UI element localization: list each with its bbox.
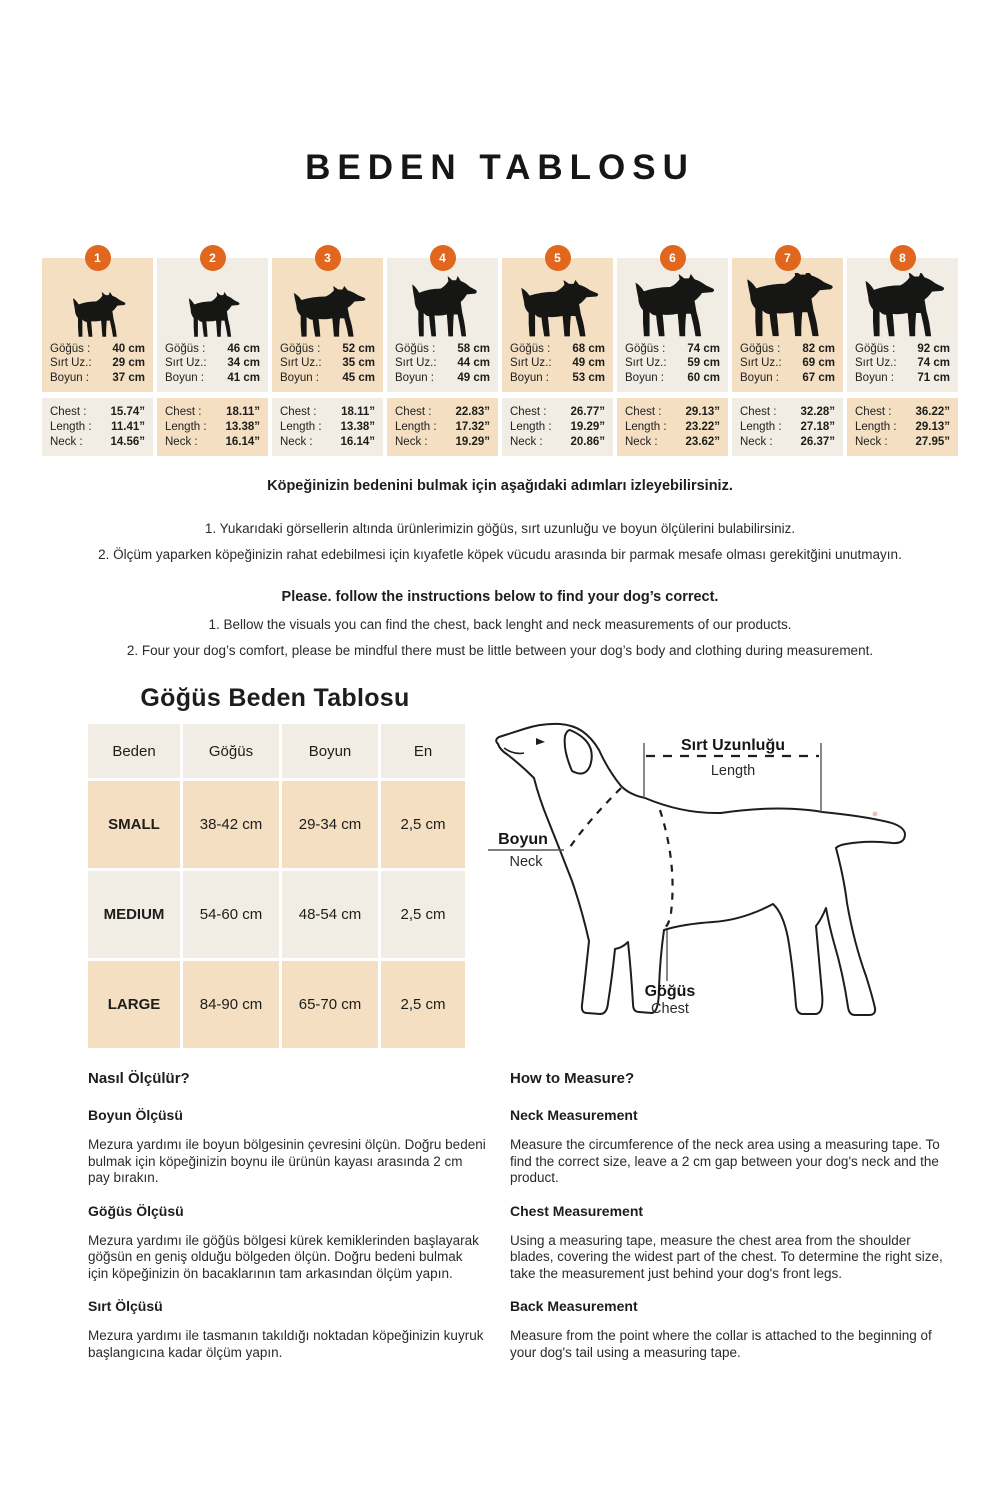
howto-subheading: Neck Measurement: [510, 1107, 638, 1123]
inch-row: Chest : 29.13”: [625, 406, 720, 418]
size-number-badge: [430, 245, 456, 271]
size-number: 7: [784, 251, 791, 265]
cm-row: Göğüs : 74 cm: [625, 342, 720, 355]
cm-row: Göğüs : 52 cm: [280, 342, 375, 355]
cm-row: Boyun : 37 cm: [50, 371, 145, 384]
size-number: 6: [669, 251, 676, 265]
chest-table-header: [88, 724, 462, 778]
neck-range-cell: 48-54 cm: [282, 871, 378, 958]
inch-row: Chest : 22.83”: [395, 406, 490, 418]
inch-row: Chest : 26.77”: [510, 406, 605, 418]
howto-section-tr: [88, 1070, 486, 1361]
dog-zone: [847, 273, 958, 338]
dog-zone: [157, 273, 268, 338]
size-card-inch-panel: [42, 398, 153, 456]
size-number-badge: [545, 245, 571, 271]
size-card: [42, 251, 153, 456]
inch-row: Chest : 32.28”: [740, 406, 835, 418]
inch-row: Chest : 18.11”: [165, 406, 260, 418]
inch-row: Neck : 20.86”: [510, 436, 605, 448]
size-name-cell: MEDIUM: [88, 871, 180, 958]
size-card-cm-panel: [732, 251, 843, 392]
howto-body: Measure from the point where the collar is attached to the beginning of your dog's tail using a measuring tape.: [510, 1328, 932, 1360]
table-row: [88, 871, 462, 958]
howto-body: Mezura yardımı ile boyun bölgesinin çevresini ölçün. Doğru bedeni bulmak için köpeğinizin boynu ile ürünün kayası arasında 2 cm pay bırakın.: [88, 1137, 486, 1185]
instructions-heading-tr: Köpeğinizin bedenini bulmak için aşağıdaki adımları izleyebilirsiniz.: [267, 478, 733, 494]
inch-row: Neck : 27.95”: [855, 436, 950, 448]
column-header: En: [381, 724, 465, 778]
size-number-badge: [660, 245, 686, 271]
column-header: Beden: [88, 724, 180, 778]
inch-row: Length : 17.32”: [395, 421, 490, 433]
instruction-item-tr: 2. Ölçüm yaparken köpeğinizin rahat edebilmesi için kıyafetle köpek vücudu arasında bir parmak mesafe olması gerekitğini unutmayın.: [98, 547, 902, 562]
inch-row: Neck : 16.14”: [280, 436, 375, 448]
instruction-item-tr: 1. Yukarıdaki görsellerin altında ürünlerimizin göğüs, sırt uzunluğu ve boyun ölçülerini bulabilirsiniz.: [204, 521, 796, 536]
size-card: [157, 251, 268, 456]
howto-subheading: Chest Measurement: [510, 1202, 644, 1219]
dog-zone: [42, 273, 153, 338]
size-card-inch-panel: [157, 398, 268, 456]
inch-row: Neck : 14.56”: [50, 436, 145, 448]
size-card-cm-panel: [42, 251, 153, 392]
width-cell: 2,5 cm: [381, 871, 465, 958]
size-number: 4: [439, 251, 446, 265]
dog-silhouette-icon: [184, 292, 242, 338]
column-header: Göğüs: [183, 724, 279, 778]
howto-subheading: Göğüs Ölçüsü: [88, 1202, 184, 1219]
chest-range-cell: 38-42 cm: [183, 781, 279, 868]
howto-heading-en: How to Measure?: [510, 1070, 635, 1087]
cm-row: Sırt Uz.: 49 cm: [510, 357, 605, 369]
dog-silhouette-icon: [287, 286, 369, 338]
cm-row: Sırt Uz.: 44 cm: [395, 357, 490, 369]
cm-row: Göğüs : 46 cm: [165, 342, 260, 355]
size-number-badge: [200, 245, 226, 271]
size-number-badge: [315, 245, 341, 271]
cm-row: Sırt Uz.: 59 cm: [625, 357, 720, 369]
inch-row: Neck : 16.14”: [165, 436, 260, 448]
size-card-cm-panel: [502, 251, 613, 392]
cm-measurements: [387, 338, 498, 393]
cm-row: Göğüs : 58 cm: [395, 342, 490, 355]
inch-row: Length : 11.41”: [50, 421, 145, 433]
cm-row: Boyun : 41 cm: [165, 371, 260, 384]
cm-measurements: [42, 338, 153, 393]
size-card-inch-panel: [272, 398, 383, 456]
size-number: 8: [899, 251, 906, 265]
howto-body: Mezura yardımı ile göğüs bölgesi kürek kemiklerinden başlayarak göğsün en geniş olduğu bölgeden ölçün. Doğru bedeni bulmak için köpeğinizin ön bacaklarının tam arkasından ölçüm yapın.: [88, 1232, 479, 1281]
howto-subheading: Boyun Ölçüsü: [88, 1107, 183, 1123]
size-card-cm-panel: [617, 251, 728, 392]
column-header: Boyun: [282, 724, 378, 778]
dog-outline: [496, 724, 905, 1015]
chest-label-tr: Göğüs: [644, 983, 696, 1000]
table-row: [88, 781, 462, 868]
inch-row: Length : 13.38”: [280, 421, 375, 433]
neck-range-cell: 29-34 cm: [282, 781, 378, 868]
instructions-heading-en: Please. follow the instructions below to find your dog’s correct.: [281, 589, 719, 605]
howto-body: Using a measuring tape, measure the chest area from the shoulder blades, covering the widest part of the chest. To determine the right size, take the measurement just behind your dog's front legs.: [510, 1232, 943, 1281]
back-label-en: Length: [710, 763, 756, 779]
back-label-tr: Sırt Uzunluğu: [681, 737, 785, 754]
size-number-badge: [775, 245, 801, 271]
size-card: [502, 251, 613, 456]
size-number-badge: [85, 245, 111, 271]
dog-measurement-illustration: [478, 698, 940, 1050]
cm-row: Göğüs : 92 cm: [855, 342, 950, 355]
cm-row: Göğüs : 68 cm: [510, 342, 605, 355]
size-number: 3: [324, 251, 331, 265]
neck-range-cell: 65-70 cm: [282, 961, 378, 1048]
size-name-cell: SMALL: [88, 781, 180, 868]
dog-silhouette-icon: [514, 280, 602, 338]
size-number: 5: [554, 251, 561, 265]
size-card: [847, 251, 958, 456]
page-title: BEDEN TABLOSU: [305, 148, 695, 187]
inch-row: Length : 27.18”: [740, 421, 835, 433]
cm-row: Boyun : 49 cm: [395, 371, 490, 384]
instruction-item-en: 2. Four your dog’s comfort, please be mindful there must be little between your dog’s body and clothing during measurement.: [126, 643, 874, 658]
dog-zone: [732, 273, 843, 338]
dog-silhouette-icon: [739, 273, 837, 338]
cm-measurements: [272, 338, 383, 393]
chest-range-cell: 54-60 cm: [183, 871, 279, 958]
size-card-cm-panel: [387, 251, 498, 392]
cm-row: Sırt Uz.: 29 cm: [50, 357, 145, 369]
cm-row: Göğüs : 40 cm: [50, 342, 145, 355]
inch-row: Length : 29.13”: [855, 421, 950, 433]
dog-zone: [617, 273, 728, 338]
dog-zone: [387, 273, 498, 338]
cm-row: Boyun : 53 cm: [510, 371, 605, 384]
size-card-cm-panel: [847, 251, 958, 392]
cm-row: Sırt Uz.: 74 cm: [855, 357, 950, 369]
size-card-cm-panel: [157, 251, 268, 392]
size-card: [732, 251, 843, 456]
neck-label-tr: Boyun: [498, 831, 548, 848]
cm-measurements: [732, 338, 843, 393]
size-card-inch-panel: [732, 398, 843, 456]
chest-label-en: Chest: [651, 1001, 689, 1017]
inch-row: Length : 23.22”: [625, 421, 720, 433]
size-card-inch-panel: [502, 398, 613, 456]
size-number: 2: [209, 251, 216, 265]
howto-body: Mezura yardımı ile tasmanın takıldığı noktadan köpeğinizin kuyruk başlangıcına kadar ölçüm yapın.: [88, 1328, 484, 1360]
size-card: [272, 251, 383, 456]
size-card-inch-panel: [847, 398, 958, 456]
inch-row: Length : 13.38”: [165, 421, 260, 433]
inch-row: Neck : 23.62”: [625, 436, 720, 448]
inch-row: Chest : 18.11”: [280, 406, 375, 418]
inch-row: Length : 19.29”: [510, 421, 605, 433]
pink-dot: [873, 812, 878, 817]
cm-row: Boyun : 45 cm: [280, 371, 375, 384]
howto-subheading: Back Measurement: [510, 1298, 638, 1314]
neck-label-en: Neck: [509, 854, 543, 870]
howto-body: Measure the circumference of the neck area using a measuring tape. To find the correct size, leave a 2 cm gap between your dog's neck and the product.: [510, 1137, 940, 1185]
instruction-item-en: 1. Bellow the visuals you can find the chest, back lenght and neck measurements of our products.: [208, 617, 792, 632]
cm-measurements: [617, 338, 728, 393]
cm-measurements: [847, 338, 958, 393]
width-cell: 2,5 cm: [381, 781, 465, 868]
chest-range-cell: 84-90 cm: [183, 961, 279, 1048]
size-card-inch-panel: [387, 398, 498, 456]
inch-row: Neck : 26.37”: [740, 436, 835, 448]
chest-table-body: [88, 781, 462, 1048]
inch-row: Chest : 15.74”: [50, 406, 145, 418]
size-card: [617, 251, 728, 456]
size-card-inch-panel: [617, 398, 728, 456]
size-name-cell: LARGE: [88, 961, 180, 1048]
howto-heading-tr: Nasıl Ölçülür?: [88, 1070, 190, 1087]
cm-row: Boyun : 60 cm: [625, 371, 720, 384]
width-cell: 2,5 cm: [381, 961, 465, 1048]
dog-zone: [272, 273, 383, 338]
table-row: [88, 961, 462, 1048]
size-number: 1: [94, 251, 101, 265]
cm-row: Sırt Uz.: 35 cm: [280, 357, 375, 369]
cm-row: Sırt Uz.: 69 cm: [740, 357, 835, 369]
howto-subheading: Sırt Ölçüsü: [88, 1298, 163, 1314]
cm-row: Boyun : 67 cm: [740, 371, 835, 384]
dog-zone: [502, 273, 613, 338]
dog-silhouette-icon: [858, 273, 948, 338]
fitting-instructions: [0, 477, 1000, 668]
dog-silhouette-icon: [628, 274, 718, 338]
cm-measurements: [157, 338, 268, 393]
size-card: [387, 251, 498, 456]
size-card-cm-panel: [272, 251, 383, 392]
cm-measurements: [502, 338, 613, 393]
chest-size-table-section: [88, 684, 462, 1048]
size-grid: [42, 251, 958, 456]
cm-row: Sırt Uz.: 34 cm: [165, 357, 260, 369]
chest-table-title: Göğüs Beden Tablosu: [140, 684, 410, 712]
measurement-diagram: [478, 698, 940, 1050]
cm-row: Göğüs : 82 cm: [740, 342, 835, 355]
howto-section-en: [510, 1070, 955, 1361]
inch-row: Chest : 36.22”: [855, 406, 950, 418]
size-number-badge: [890, 245, 916, 271]
cm-row: Boyun : 71 cm: [855, 371, 950, 384]
dog-silhouette-icon: [68, 292, 128, 338]
inch-row: Neck : 19.29”: [395, 436, 490, 448]
dog-silhouette-icon: [406, 276, 480, 338]
